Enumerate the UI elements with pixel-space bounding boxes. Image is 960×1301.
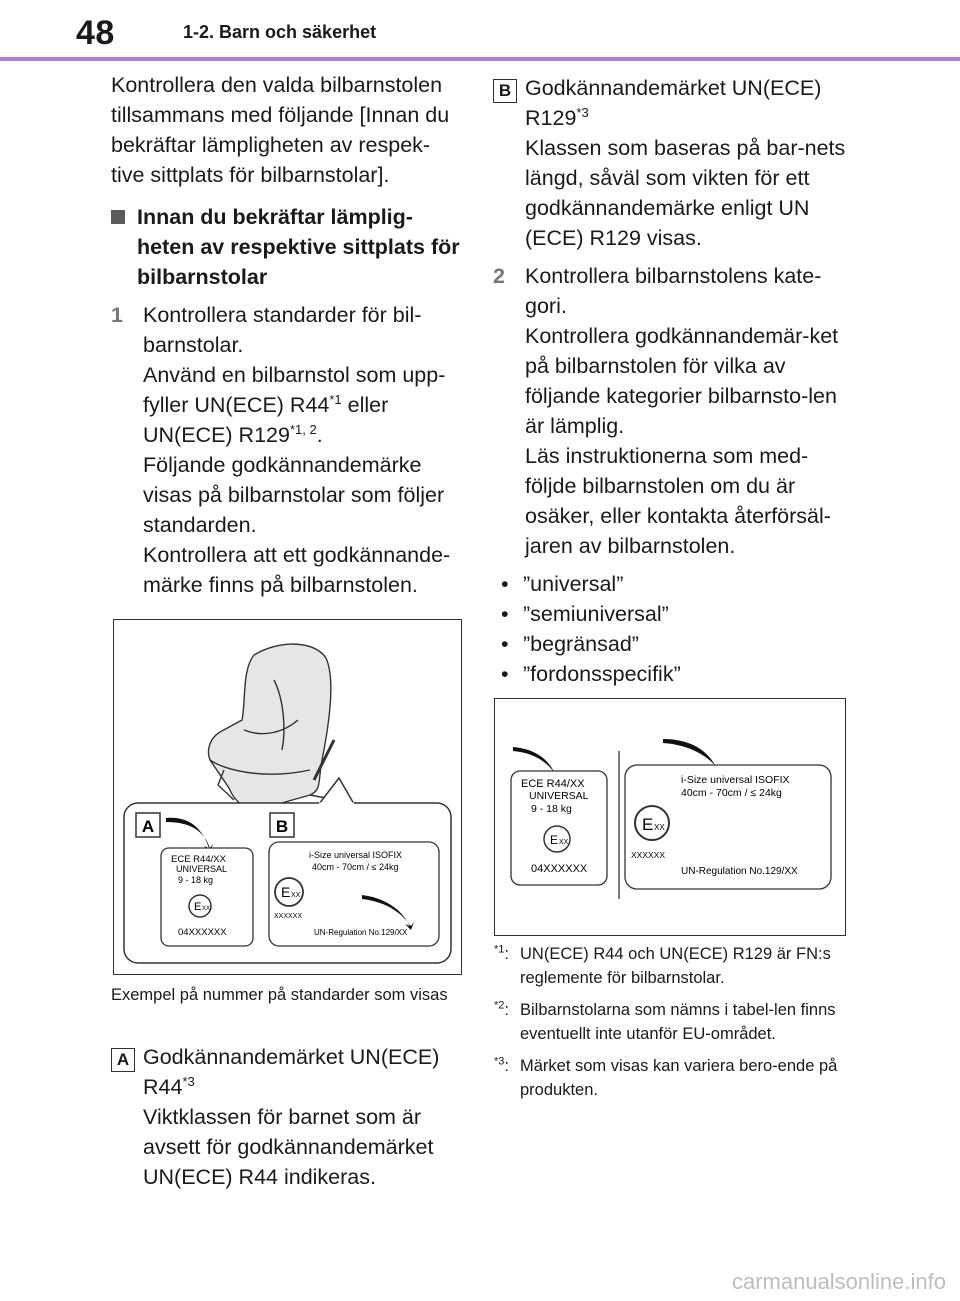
step-2-line-a: Kontrollera bilbarnstolens kate-gori. (525, 264, 822, 318)
step-2-line-b: Kontrollera godkännandemär-ket på bilbarnstolen för vilka av följande kategorier bilbarnsto-len är lämplig. (525, 324, 839, 438)
svg-text:XX: XX (291, 892, 301, 899)
item-a-desc: Viktklassen för barnet som är avsett för godkännandemärket UN(ECE) R44 indikeras. (143, 1105, 434, 1189)
list-item: • ”begränsad” (493, 629, 853, 659)
svg-text:E: E (642, 815, 654, 834)
box-label-a: A (111, 1048, 135, 1072)
svg-text:UN-Regulation No.129/XX: UN-Regulation No.129/XX (681, 866, 798, 877)
svg-text:i-Size universal ISOFIX: i-Size universal ISOFIX (309, 850, 403, 860)
step-2-line-c: Läs instruktionerna som med-följde bilbarnstolen om du är osäker, eller kontakta återförsäl-jaren av bilbarnstolen. (525, 444, 831, 558)
item-b-title: Godkännandemärket UN(ECE) R129$^{*3}$ (525, 76, 822, 130)
box-label-b: B (493, 79, 517, 103)
footnote-2 (494, 998, 854, 1046)
header-rule (0, 57, 960, 61)
footnote-mark: $^{*3}$: (494, 1055, 509, 1075)
footnote-ref: *3 (182, 1073, 195, 1089)
list-item: • ”fordonsspecifik” (493, 659, 853, 689)
item-b (493, 73, 853, 253)
approval-labels-figure (494, 698, 846, 936)
footnote-text: Bilbarnstolarna som nämns i tabel-len finns eventuellt inte utanför EU-området. (520, 1001, 836, 1043)
svg-text:i-Size universal ISOFIX: i-Size universal ISOFIX (681, 774, 790, 786)
svg-text:E: E (194, 901, 202, 913)
step-1 (111, 300, 461, 600)
svg-text:04XXXXXX: 04XXXXXX (531, 863, 588, 875)
watermark: carmanualsonline.info (731, 1269, 946, 1294)
item-b-desc: Klassen som baseras på bar-nets längd, såväl som vikten för ett godkännandemärke enligt UN (ECE) R129 visas. (525, 136, 846, 250)
svg-text:XXXXXX: XXXXXX (274, 913, 303, 920)
footnote-ref: *1, 2 (289, 421, 317, 437)
box-label-b: B (275, 817, 289, 836)
child-seat-illustration (114, 620, 461, 974)
footnote-text: UN(ECE) R44 och UN(ECE) R129 är FN:s reglemente för bilbarnstolar. (520, 945, 831, 987)
step-2 (493, 261, 853, 561)
item-a-title: Godkännandemärket UN(ECE) R44$^{*3}$ (143, 1045, 440, 1099)
list-item: • ”universal” (493, 569, 853, 599)
svg-text:UNIVERSAL: UNIVERSAL (176, 864, 228, 874)
svg-text:04XXXXXX: 04XXXXXX (178, 927, 227, 938)
svg-text:ECE R44/XX: ECE R44/XX (521, 778, 585, 790)
footnote-3 (494, 1054, 854, 1102)
footnote-ref: *3 (576, 104, 589, 120)
footnote-mark: $^{*2}$: (494, 999, 509, 1019)
step-1-line-a: Kontrollera standarder för bil-barnstolar. (143, 303, 422, 357)
step-number: 2 (493, 264, 505, 288)
subheading-text: Innan du bekräftar lämplig-heten av respektive sittplats för bilbarnstolar (137, 205, 460, 289)
svg-text:XX: XX (559, 839, 569, 846)
approval-labels-illustration (495, 699, 845, 935)
subheading (111, 202, 461, 292)
footnote-mark: $^{*1}$: (494, 943, 509, 963)
item-a-block (111, 1042, 461, 1200)
right-column (493, 73, 853, 689)
svg-text:XX: XX (654, 823, 665, 832)
step-1-line-d: Kontrollera att ett godkännande-märke finns på bilbarnstolen. (143, 543, 451, 597)
category-list (493, 569, 853, 689)
svg-text:9 - 18 kg: 9 - 18 kg (178, 875, 214, 885)
footnote-1 (494, 942, 854, 990)
step-1-line-c: Följande godkännandemärke visas på bilbarnstolar som följer standarden. (143, 453, 445, 537)
svg-text:XX: XX (202, 906, 211, 912)
section-title: 1-2. Barn och säkerhet (183, 22, 377, 42)
child-seat-figure (113, 619, 462, 975)
svg-text:40cm - 70cm / ≤ 24kg: 40cm - 70cm / ≤ 24kg (681, 787, 782, 799)
step-1-line-b: Använd en bilbarnstol som upp-fyller UN(ECE) R44$^{*1}$ eller UN(ECE) R129$^{*1, 2}$. (143, 363, 446, 447)
page-number: 48 (76, 14, 115, 52)
square-bullet-icon (111, 210, 125, 224)
svg-text:E: E (550, 833, 559, 847)
figure-caption: Exempel på nummer på standarder som visas (111, 986, 448, 1004)
item-a (111, 1042, 461, 1192)
footnote-text: Märket som visas kan variera bero-ende på produkten. (520, 1057, 838, 1099)
svg-text:9 - 18 kg: 9 - 18 kg (531, 803, 572, 815)
svg-text:UN-Regulation No.129/XX: UN-Regulation No.129/XX (314, 928, 408, 937)
svg-text:E: E (281, 884, 291, 900)
svg-text:UNIVERSAL: UNIVERSAL (529, 790, 589, 802)
footnote-ref: *1 (329, 391, 342, 407)
step-number: 1 (111, 303, 123, 327)
intro-paragraph: Kontrollera den valda bilbarnstolen tillsammans med följande [Innan du bekräftar lämpligheten av respek-tive sittplats för bilbarnstolar]. (111, 73, 450, 187)
left-column (111, 70, 461, 608)
page-header (0, 0, 960, 62)
svg-text:ECE R44/XX: ECE R44/XX (171, 854, 226, 865)
svg-text:XXXXXX: XXXXXX (631, 850, 666, 860)
footnotes (494, 942, 854, 1110)
svg-text:40cm - 70cm / ≤ 24kg: 40cm - 70cm / ≤ 24kg (312, 862, 399, 872)
list-item: • ”semiuniversal” (493, 599, 853, 629)
box-label-a: A (141, 817, 155, 836)
